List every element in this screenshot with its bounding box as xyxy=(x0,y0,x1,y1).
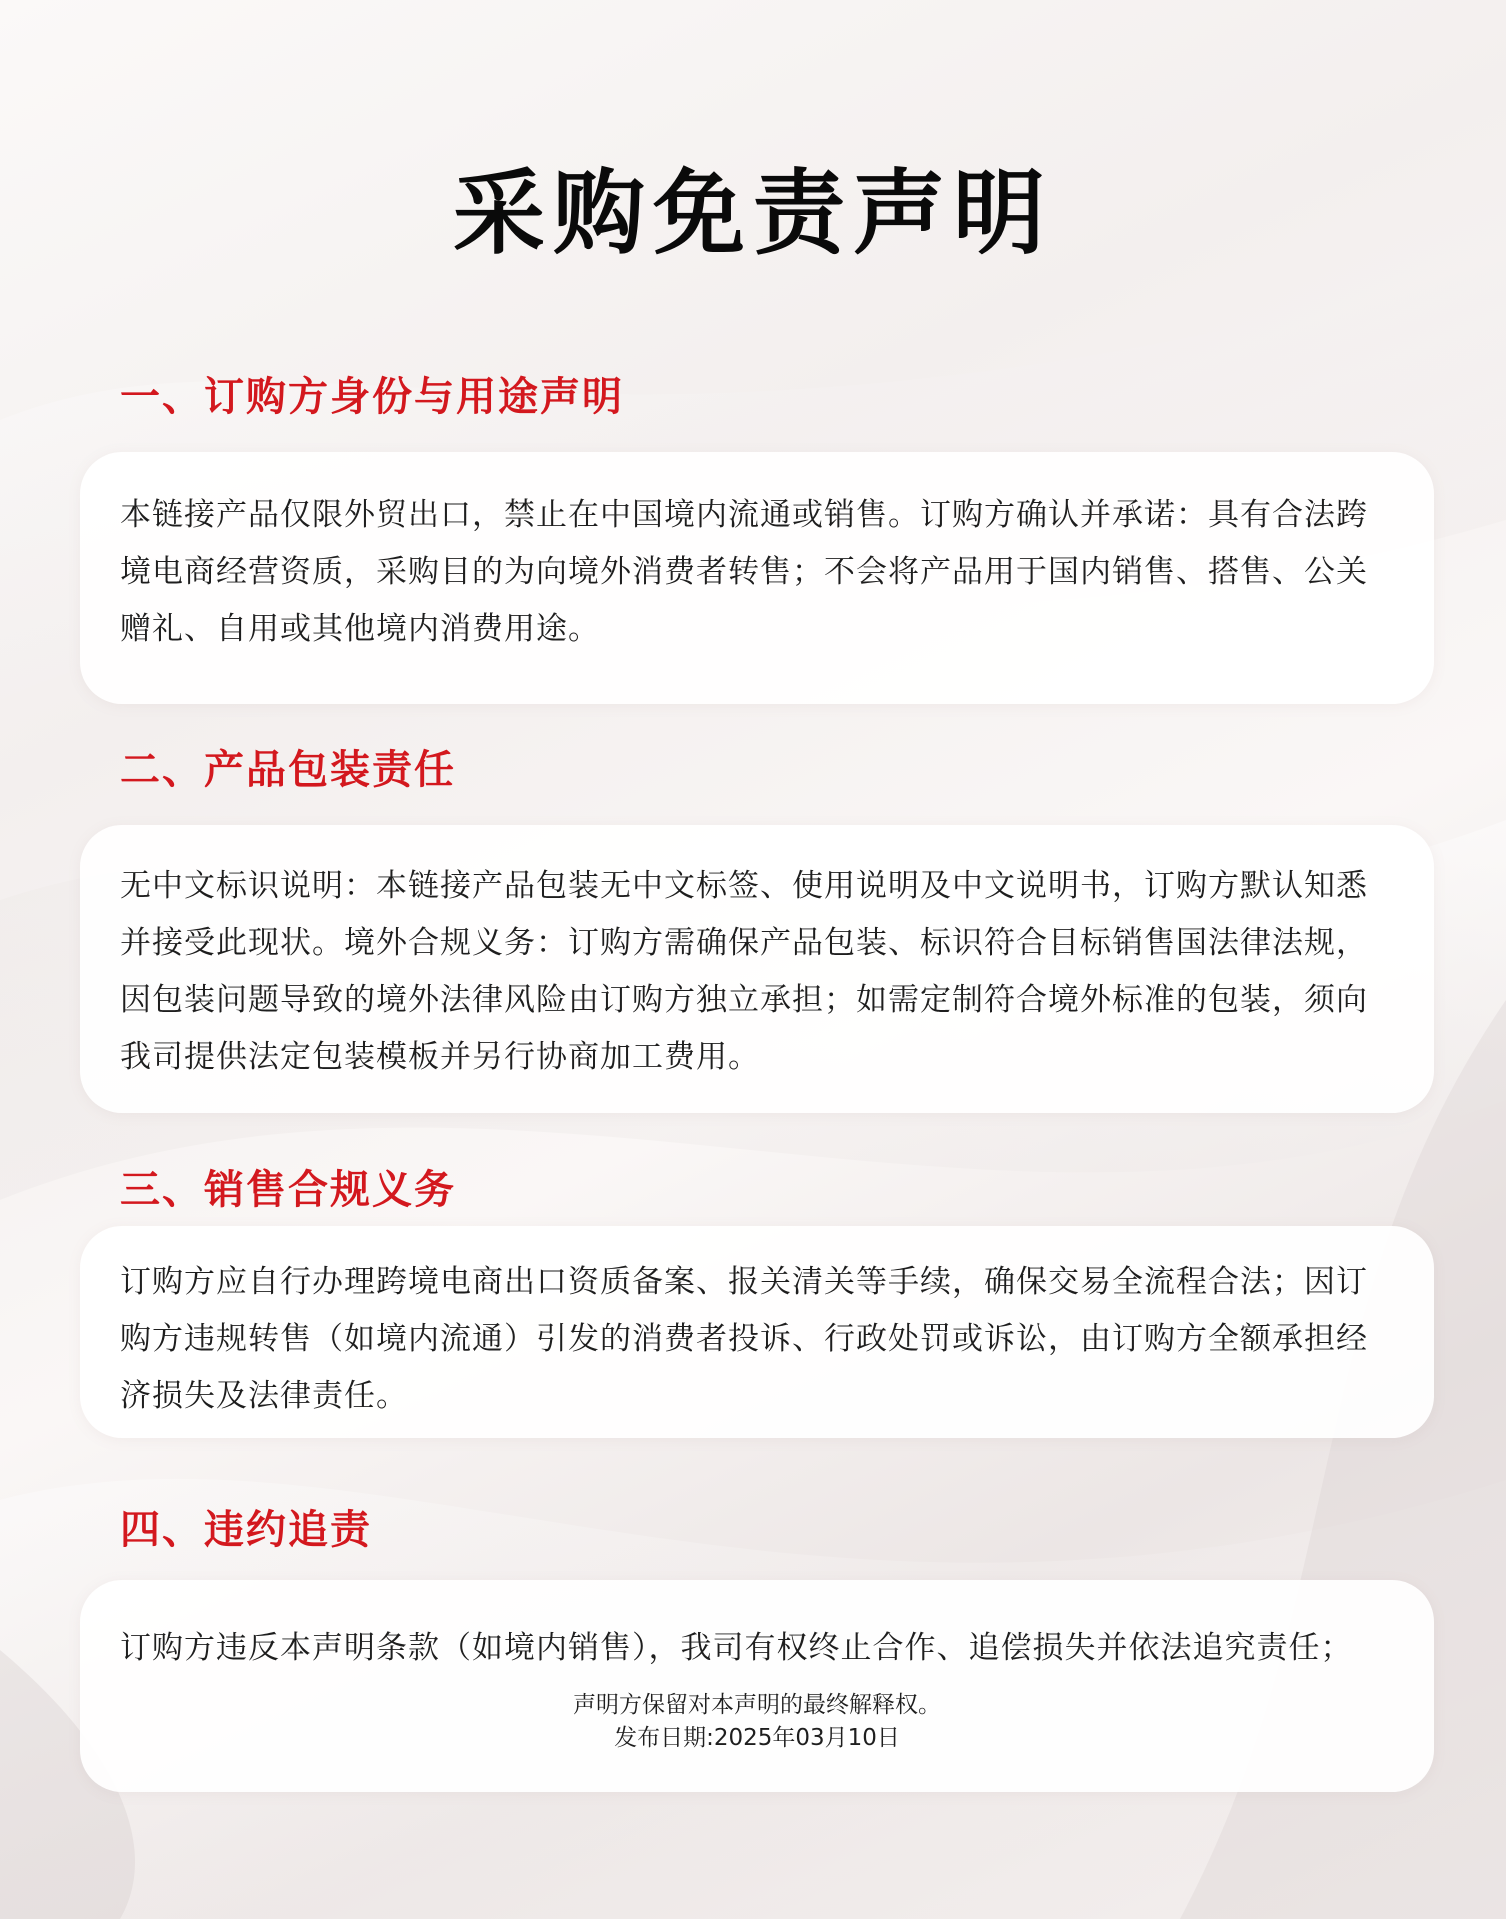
section-card-packaging xyxy=(80,825,1434,1113)
publish-date: 发布日期:2025年03月10日 xyxy=(614,1725,900,1751)
section-body-compliance: 订购方应自行办理跨境电商出口资质备案、报关清关等手续，确保交易全流程合法；因订购方违规转售（如境内流通）引发的消费者投诉、行政处罚或诉讼，由订购方全额承担经济损失及法律责任。 xyxy=(120,1264,1368,1414)
section-body-packaging: 无中文标识说明：本链接产品包装无中文标签、使用说明及中文说明书，订购方默认知悉并接受此现状。境外合规义务：订购方需确保产品包装、标识符合目标销售国法律法规，因包装问题导致的境外法律风险由订购方独立承担；如需定制符合境外标准的包装，须向我司提供法定包装模板并另行协商加工费用。 xyxy=(120,868,1368,1075)
page-title: 采购免责声明 xyxy=(452,160,1053,267)
section-card-identity xyxy=(80,452,1434,704)
section-body-identity: 本链接产品仅限外贸出口，禁止在中国境内流通或销售。订购方确认并承诺：具有合法跨境电商经营资质，采购目的为向境外消费者转售；不会将产品用于国内销售、搭售、公关赠礼、自用或其他境内消费用途。 xyxy=(120,497,1368,647)
section-heading-breach: 四、违约追责 xyxy=(120,1507,372,1553)
section-heading-packaging: 二、产品包装责任 xyxy=(120,747,456,793)
section-body-breach: 订购方违反本声明条款（如境内销售），我司有权终止合作、追偿损失并依法追究责任； xyxy=(120,1630,1353,1666)
reserve-note: 声明方保留对本声明的最终解释权。 xyxy=(573,1692,941,1718)
section-card-compliance xyxy=(80,1226,1434,1438)
section-heading-compliance: 三、销售合规义务 xyxy=(120,1167,456,1213)
section-card-breach xyxy=(80,1580,1434,1792)
section-heading-identity: 一、订购方身份与用途声明 xyxy=(120,374,624,420)
